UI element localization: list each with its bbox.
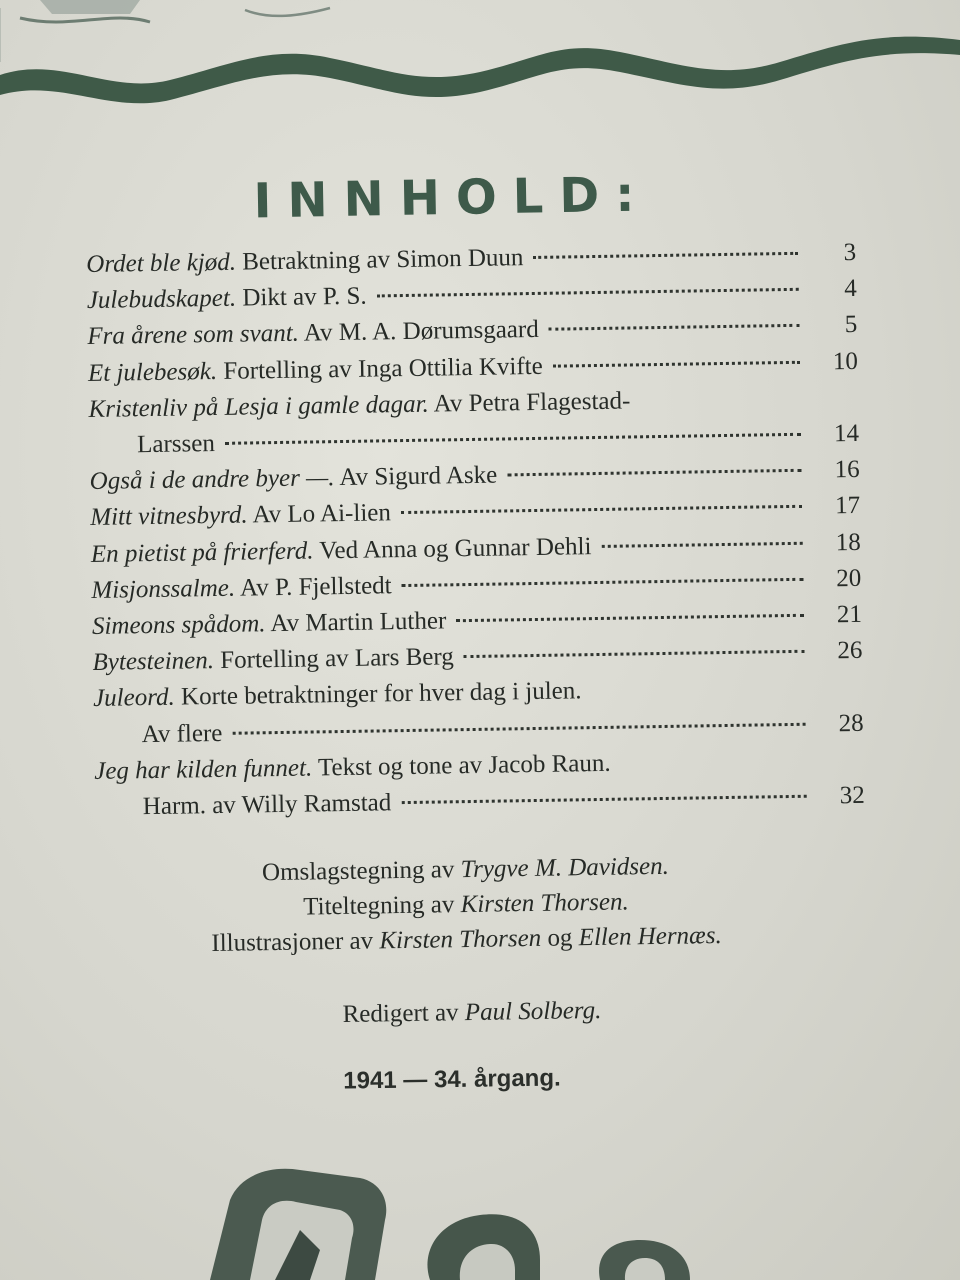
toc-entry-author: Fortelling av Lars Berg: [220, 643, 454, 675]
dot-leader: [549, 324, 800, 331]
dot-leader: [464, 650, 805, 658]
credit-label: Omslagstegning av: [261, 856, 455, 887]
toc-page-number: 10: [832, 347, 859, 375]
toc-page-number: 5: [844, 311, 858, 339]
toc-entry-title: Også i de andre byer —.: [89, 464, 335, 496]
toc-entry-title: Juleord.: [92, 684, 176, 713]
contents-heading: INNHOLD:: [253, 166, 651, 230]
toc-entry-author: Av flere: [141, 719, 223, 748]
editor-name: Paul Solberg.: [464, 996, 602, 1027]
toc-page-number: 4: [844, 275, 857, 303]
top-wave-illustration: [0, 0, 960, 130]
toc-page-number: 21: [836, 600, 863, 629]
toc-entry-title: Bytesteinen.: [92, 647, 215, 677]
editor-label: Redigert av: [342, 999, 459, 1029]
toc-entry-author: Av Sigurd Aske: [339, 461, 498, 492]
toc-entry-author: Ved Anna og Gunnar Dehli: [319, 532, 592, 564]
toc-page-number: 20: [836, 564, 862, 593]
toc-entry-title: Ordet ble kjød.: [86, 248, 237, 278]
toc-entry-title: Simeons spådom.: [91, 610, 266, 640]
toc-entry-title: Julebudskapet.: [86, 284, 237, 315]
dot-leader: [553, 360, 800, 367]
toc-entry-author: Av Martin Luther: [270, 607, 447, 638]
dot-leader: [377, 288, 799, 298]
dot-leader: [402, 578, 804, 587]
toc-page-number: 18: [835, 528, 861, 556]
toc-page-number: 17: [834, 492, 861, 520]
toc-entry-author: Tekst og tone av Jacob Raun.: [317, 749, 611, 782]
dot-leader: [507, 469, 801, 477]
toc-entry-title: En pietist på frierferd.: [90, 537, 314, 568]
toc-entry-author: Av M. A. Dørumsgaard: [303, 316, 539, 347]
dot-leader: [456, 614, 804, 622]
dot-leader: [225, 433, 801, 445]
toc-page-number: 3: [843, 238, 857, 267]
toc-entry-author: Av P. Fjellstedt: [239, 572, 392, 602]
toc-entry-title: Et julebesøk.: [87, 357, 218, 387]
toc-entry-title: Misjonssalme.: [91, 574, 236, 604]
credit-artist: Trygve M. Davidsen.: [460, 852, 670, 884]
toc-page-number: 28: [838, 709, 864, 737]
toc-entry-author: Av Petra Flagestad-: [433, 387, 631, 418]
dot-leader: [232, 722, 805, 734]
toc-page-number: 26: [837, 637, 863, 665]
toc-page-number: 32: [839, 781, 865, 810]
credit-label: Illustrasjoner av: [211, 927, 374, 958]
credit-artist: Kirsten Thorsen.: [460, 888, 629, 919]
dot-leader: [533, 252, 798, 259]
dot-leader: [401, 795, 806, 804]
toc-entry-author: Fortelling av Inga Ottilia Kvifte: [223, 352, 543, 385]
year-volume: 1941 — 34. årgang.: [343, 1064, 561, 1095]
toc-page-number: 14: [833, 419, 860, 448]
credit-label: Titeltegning av: [303, 891, 455, 921]
dot-leader: [601, 541, 802, 547]
credit-artist: Kirsten Thorsen: [379, 924, 542, 955]
toc-entry-author: Harm. av Willy Ramstad: [142, 789, 392, 821]
toc-entry-title: Jeg har kilden funnet.: [94, 754, 313, 785]
toc-entry-title: Fra årene som svant.: [87, 320, 300, 351]
toc-entry-title: Kristenliv på Lesja i gamle dagar.: [88, 390, 430, 423]
toc-page-number: 16: [834, 456, 860, 484]
dot-leader: [401, 505, 802, 514]
bottom-ornament-illustration: [0, 1160, 960, 1280]
editor-credit: [0, 987, 952, 1037]
toc-entry-author: Larssen: [136, 430, 216, 459]
toc-entry-author: Av Lo Ai-lien: [252, 499, 392, 529]
credits: [0, 844, 947, 964]
table-of-contents: [86, 235, 865, 826]
credit-artist: Ellen Hernæs.: [578, 921, 722, 952]
toc-entry-author: Betraktning av Simon Duun: [242, 244, 524, 276]
credit-conjunction: og: [547, 924, 573, 952]
toc-entry-author: Korte betraktninger for hver dag i julen.: [180, 677, 582, 711]
toc-entry-author: Dikt av P. S.: [242, 282, 367, 312]
toc-entry-title: Mitt vitnesbyrd.: [90, 501, 248, 532]
